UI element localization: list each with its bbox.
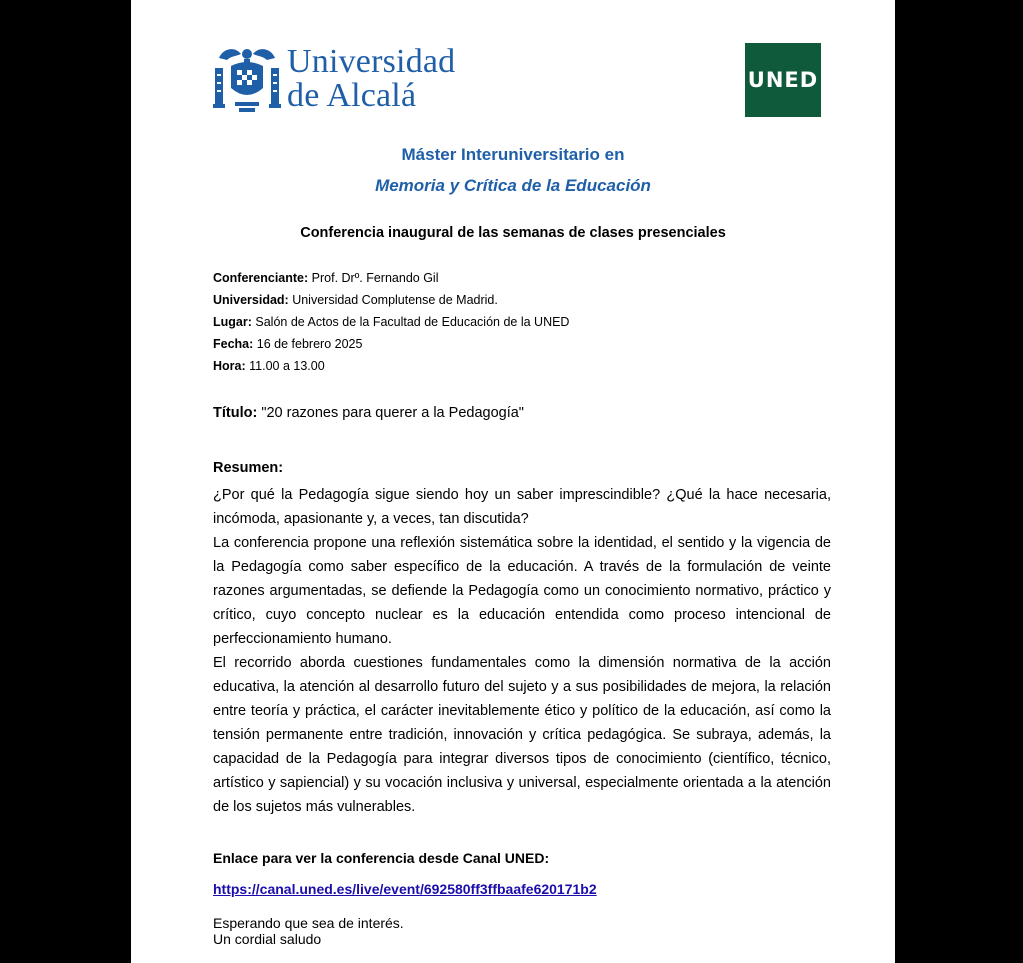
closing [213,915,404,947]
summary-paragraph-2: La conferencia propone una reflexión sistemática sobre la identidad, el sentido y la vigencia de la Pedagogía como saber específico de la educación. A través de la formulación de veinte razones argumentadas, se defiende la Pedagogía como un conocimiento normativo, práctico y crítico, cuyo concepto nuclear es la educación entendida como proceso intencional de perfeccionamiento humano. [213,535,831,647]
uah-wordmark-line2: de Alcalá [287,77,417,114]
talk-title [213,405,524,421]
alcala-crest-icon [213,44,281,116]
conference-title: Conferencia inaugural de las semanas de clases presenciales [300,225,726,241]
speaker-row [213,267,569,289]
master-title-line2: Memoria y Crítica de la Educación [375,176,651,195]
link-label: Enlace para ver la conferencia desde Canal UNED: [213,850,550,866]
time-row [213,355,569,377]
speaker-value: Prof. Drº. Fernando Gil [311,271,439,285]
place-row [213,311,569,333]
place-label: Lugar: [213,315,252,329]
uned-logo: UNED [745,43,821,117]
time-value: 11.00 a 13.00 [249,359,325,373]
closing-line1: Esperando que sea de interés. [213,915,404,931]
date-value: 16 de febrero 2025 [256,337,363,351]
time-label: Hora: [213,359,246,373]
talk-title-value: "20 razones para querer a la Pedagogía" [261,405,524,421]
university-label: Universidad: [213,293,289,307]
university-row [213,289,569,311]
universidad-de-alcala-wordmark [287,45,455,113]
place-value: Salón de Actos de la Facultad de Educación de la UNED [255,315,570,329]
master-title-line1: Máster Interuniversitario en [401,145,625,164]
document-page [131,0,895,963]
university-value: Universidad Complutense de Madrid. [292,293,498,307]
speaker-label: Conferenciante: [213,271,309,285]
summary-paragraph-3: El recorrido aborda cuestiones fundamentales como la dimensión normativa de la acción educativa, la atención al desarrollo futuro del sujeto y a sus posibilidades de mejora, la relación entre teoría y práctica, el carácter inevitablemente ético y político de la educación, así como la tensión permanente entre tradición, innovación y crítica pedagógica. Se subraya, además, la capacidad de la Pedagogía para integrar diversos tipos de conocimiento (científico, técnico, artístico y sapiencial) y su vocación inclusiva y universal, especialmente orientada a la atención de los sujetos más vulnerables. [213,655,831,815]
event-details [213,267,569,377]
uah-wordmark-line1: Universidad [287,43,456,80]
canal-uned-link[interactable]: https://canal.uned.es/live/event/692580ff3ffbaafe620171b2 [213,881,597,897]
universidad-de-alcala-logo [213,43,456,118]
closing-line2: Un cordial saludo [213,931,322,947]
summary-body [213,483,831,819]
date-row [213,333,569,355]
summary-paragraph-1: ¿Por qué la Pedagogía sigue siendo hoy un saber imprescindible? ¿Qué la hace necesaria, incómoda, apasionante y, a veces, tan discutida? [213,487,831,527]
date-label: Fecha: [213,337,254,351]
talk-title-label: Título: [213,405,258,421]
summary-heading: Resumen: [213,460,284,476]
